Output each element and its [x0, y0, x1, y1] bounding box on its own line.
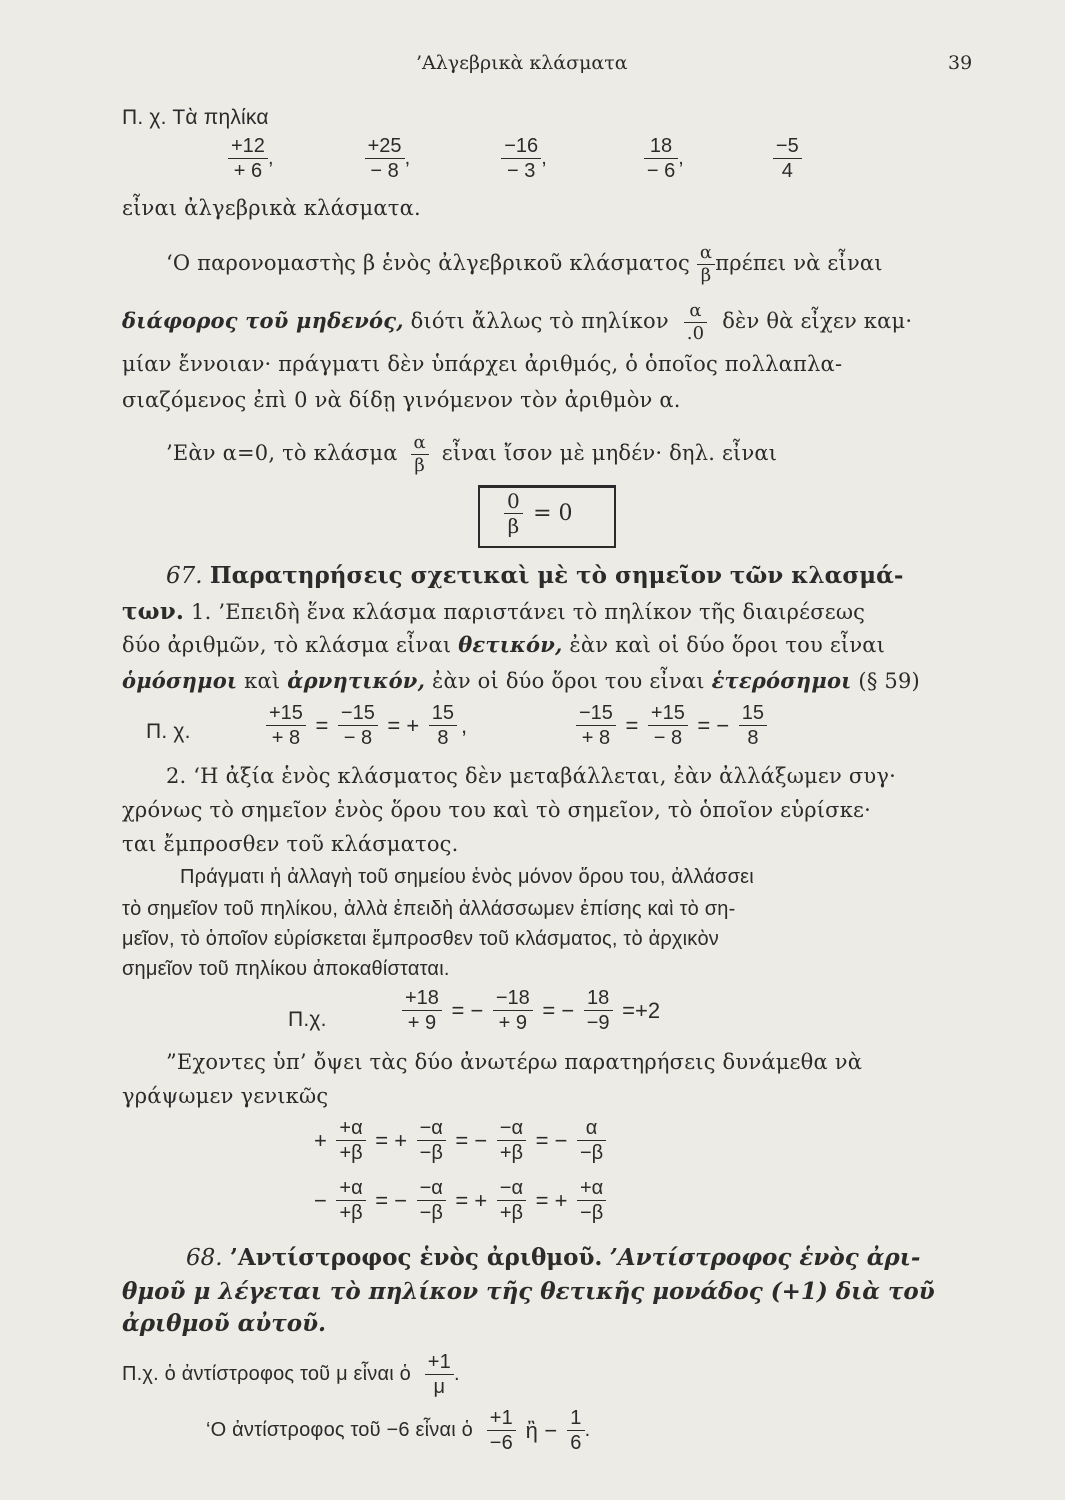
- section-67-p2-line-3: ται ἔμπροσθεν τοῦ κλάσματος.: [122, 832, 459, 856]
- general-rule-1: + $\frac{+\alpha}{+\beta}$ = + $\frac{-\alpha}{-\beta}$ = − $\frac{-\alpha}{+\beta}$ = − $\frac{\alpha}{-\beta}$: [310, 1118, 606, 1163]
- section-67-p2-line-2: χρόνως τὸ σημεῖον ἑνὸς ὅρου του καὶ τὸ σημεῖον, τὸ ὁποῖον εὑρίσκε·: [122, 798, 871, 822]
- denominator-line-1: ‘Ο παρονομαστὴς β ἑνὸς ἀλγεβρικοῦ κλάσματος $\frac{\alpha}{\beta}$ πρέπει νὰ εἶναι: [166, 242, 883, 286]
- section-67-line-1: των. 1. ’Επειδὴ ἕνα κλάσμα παριστάνει τὸ πηλίκον τῆς διαιρέσεως: [122, 598, 866, 625]
- example-label-67: Π. χ.: [146, 720, 191, 743]
- running-header: ’Αλγεβρικὰ κλάσματα: [416, 52, 628, 74]
- intro-fractions: $\frac{+12}{+ 6}$ , $\frac{+25}{- 8}$ , $\frac{-16}{- 3}$ , $\frac{18}{- 6}$ , $\frac{-5}{4}$: [228, 136, 802, 181]
- page-number: 39: [948, 52, 973, 74]
- section-67-p2-line-1: 2. ‘Η ἀξία ἑνὸς κλάσματος δὲν μεταβάλλεται, ἐὰν ἀλλάξωμεν συγ·: [166, 764, 896, 788]
- example-label: Π. χ. Τὰ πηλίκα: [122, 106, 269, 129]
- section-68-heading: 68. ’Αντίστροφος ἑνὸς ἀριθμοῦ. ’Αντίστροφος ἑνὸς ἀρι-: [186, 1244, 921, 1271]
- section-67-p3-line-4: σημεῖον τοῦ πηλίκου ἀποκαθίσταται.: [122, 958, 450, 980]
- example-label-eg3: Π.χ.: [288, 1008, 327, 1031]
- section-67-p3-line-2: τὸ σημεῖον τοῦ πηλίκου, ἀλλὰ ἐπειδὴ ἀλλάσσωμεν ἐπίσης καὶ τὸ ση-: [122, 898, 736, 920]
- section-67-p4-line-1: ”Εχοντες ὑπ’ ὄψει τὰς δύο ἀνωτέρω παρατηρήσεις δυνάμεθα νὰ: [166, 1050, 863, 1074]
- fraction: $\frac{18}{- 6}$: [644, 136, 678, 181]
- section-67-p4-line-2: γράψωμεν γενικῶς: [122, 1084, 329, 1108]
- denominator-line-4: σιαζόμενος ἐπὶ 0 νὰ δίδῃ γινόμενον τὸν ἀριθμὸν α.: [122, 388, 681, 412]
- denominator-line-3: μίαν ἔννοιαν· πράγματι δὲν ὑπάρχει ἀριθμός, ὁ ὁποῖος πολλαπλα-: [122, 352, 843, 376]
- section-68-definition-line-3: ἀριθμοῦ αὐτοῦ.: [122, 1310, 327, 1337]
- zero-line: ’Εὰν α=0, τὸ κλάσμα $\frac{\alpha}{\beta}$ εἶναι ἴσον μὲ μηδέν· δηλ. εἶναι: [166, 432, 778, 476]
- reciprocal-example-2: ‘Ο ἀντίστροφος τοῦ −6 εἶναι ὁ $\frac{+1}{-6}$ ἢ − $\frac{1}{6}$ .: [206, 1407, 591, 1454]
- fraction: $\frac{-16}{- 3}$: [501, 136, 541, 181]
- section-67-p3-line-1: Πράγματι ἡ ἀλλαγὴ τοῦ σημείου ἑνὸς μόνον ὅρου του, ἀλλάσσει: [180, 866, 754, 888]
- fraction: $\frac{+12}{+ 6}$: [228, 136, 268, 181]
- section-67-p3-line-3: μεῖον, τὸ ὁποῖον εὑρίσκεται ἔμπροσθεν τοῦ κλάσματος, τὸ ἀρχικὸν: [122, 928, 719, 950]
- fraction: $\frac{-5}{4}$: [773, 136, 802, 181]
- sign-example-2: $\frac{-15}{+ 8}$ = $\frac{+15}{- 8}$ = − $\frac{15}{8}$: [576, 703, 767, 748]
- general-rule-2: − $\frac{+\alpha}{+\beta}$ = − $\frac{-\alpha}{-\beta}$ = + $\frac{-\alpha}{+\beta}$ = + $\frac{+\alpha}{-\beta}$: [310, 1178, 606, 1223]
- section-67-heading: 67. Παρατηρήσεις σχετικαὶ μὲ τὸ σημεῖον τῶν κλασμά-: [166, 562, 904, 589]
- section-67-line-3: ὁμόσημοι καὶ ἀρνητικόν, ἐὰν οἱ δύο ὅροι του εἶναι ἑτερόσημοι (§ 59): [122, 668, 920, 693]
- section-67-line-2: δύο ἀριθμῶν, τὸ κλάσμα εἶναι θετικόν, ἐὰν καὶ οἱ δύο ὅροι του εἶναι: [122, 632, 886, 657]
- sign-example-1: $\frac{+15}{+ 8}$ = $\frac{-15}{- 8}$ = + $\frac{15}{8}$ ,: [266, 703, 471, 748]
- zero-fraction-box: $\frac{0}{\beta}$ = 0: [478, 485, 616, 548]
- sign-example-3: $\frac{+18}{+ 9}$ = − $\frac{-18}{+ 9}$ = − $\frac{18}{-9}$ =+2: [402, 988, 664, 1033]
- section-68-definition-line-2: θμοῦ μ λέγεται τὸ πηλίκον τῆς θετικῆς μονάδος (+1) διὰ τοῦ: [122, 1278, 935, 1305]
- intro-conclusion: εἶναι ἀλγεβρικὰ κλάσματα.: [122, 196, 421, 220]
- fraction: $\frac{+25}{- 8}$: [365, 136, 405, 181]
- reciprocal-example-1: Π.χ. ὁ ἀντίστροφος τοῦ μ εἶναι ὁ $\frac{+1}{\mu}$ .: [122, 1351, 460, 1398]
- denominator-line-2: διάφορος τοῦ μηδενός, διότι ἄλλως τὸ πηλίκον $\frac{\alpha}{.0}$ δὲν θὰ εἶχεν καμ·: [122, 300, 913, 344]
